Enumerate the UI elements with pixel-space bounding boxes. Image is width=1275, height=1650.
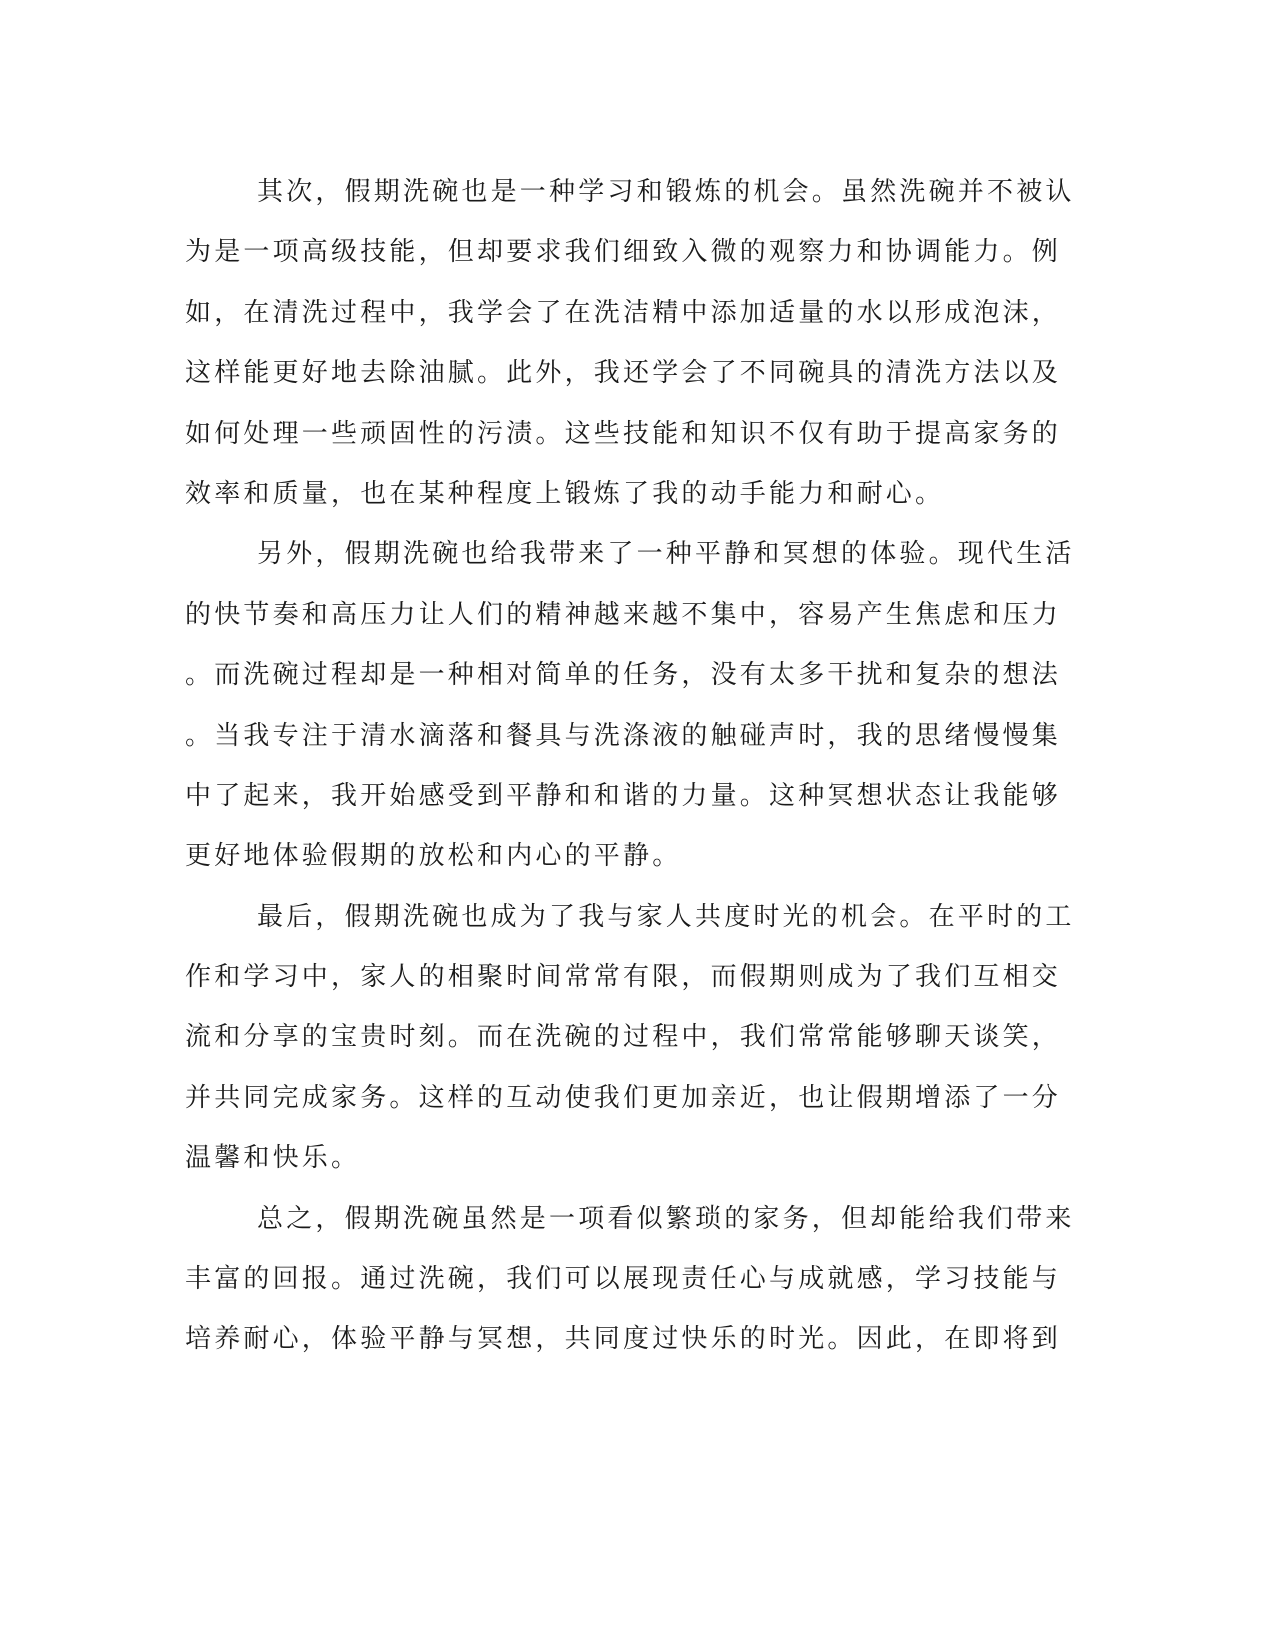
text-line: 作和学习中，家人的相聚时间常常有限，而假期则成为了我们互相交	[185, 962, 1062, 993]
text-line: 这样能更好地去除油腻。此外，我还学会了不同碗具的清洗方法以及	[185, 358, 1062, 389]
text-line: 更好地体验假期的放松和内心的平静。	[185, 841, 682, 872]
paragraph-meditation	[185, 524, 1075, 886]
text-line: 如何处理一些顽固性的污渍。这些技能和知识不仅有助于提高家务的	[185, 418, 1062, 449]
text-line: 。而洗碗过程却是一种相对简单的任务，没有太多干扰和复杂的想法	[185, 660, 1062, 691]
text-line: 流和分享的宝贵时刻。而在洗碗的过程中，我们常常能够聊天谈笑，	[185, 1022, 1062, 1053]
document-body	[185, 162, 1075, 1370]
text-line: 温馨和快乐。	[185, 1143, 361, 1174]
text-line: 总之，假期洗碗虽然是一项看似繁琐的家务，但却能给我们带来	[257, 1203, 1075, 1234]
text-line: 最后，假期洗碗也成为了我与家人共度时光的机会。在平时的工	[257, 901, 1075, 932]
text-line: 如，在清洗过程中，我学会了在洗洁精中添加适量的水以形成泡沫，	[185, 297, 1062, 328]
text-line: 中了起来，我开始感受到平静和和谐的力量。这种冥想状态让我能够	[185, 780, 1062, 811]
text-line: 并共同完成家务。这样的互动使我们更加亲近，也让假期增添了一分	[185, 1082, 1062, 1113]
text-line: 丰富的回报。通过洗碗，我们可以展现责任心与成就感，学习技能与	[185, 1264, 1062, 1295]
text-line: 效率和质量，也在某种程度上锻炼了我的动手能力和耐心。	[185, 478, 945, 509]
paragraph-conclusion	[185, 1189, 1075, 1370]
paragraph-family	[185, 887, 1075, 1189]
text-line: 另外，假期洗碗也给我带来了一种平静和冥想的体验。现代生活	[257, 539, 1075, 570]
text-line: 的快节奏和高压力让人们的精神越来越不集中，容易产生焦虑和压力	[185, 599, 1062, 630]
text-line: 为是一项高级技能，但却要求我们细致入微的观察力和协调能力。例	[185, 237, 1062, 268]
text-line: 培养耐心，体验平静与冥想，共同度过快乐的时光。因此，在即将到	[185, 1324, 1062, 1355]
text-line: 其次，假期洗碗也是一种学习和锻炼的机会。虽然洗碗并不被认	[257, 177, 1075, 207]
text-line: 。当我专注于清水滴落和餐具与洗涤液的触碰声时，我的思绪慢慢集	[185, 720, 1062, 751]
paragraph-learning	[185, 162, 1075, 524]
